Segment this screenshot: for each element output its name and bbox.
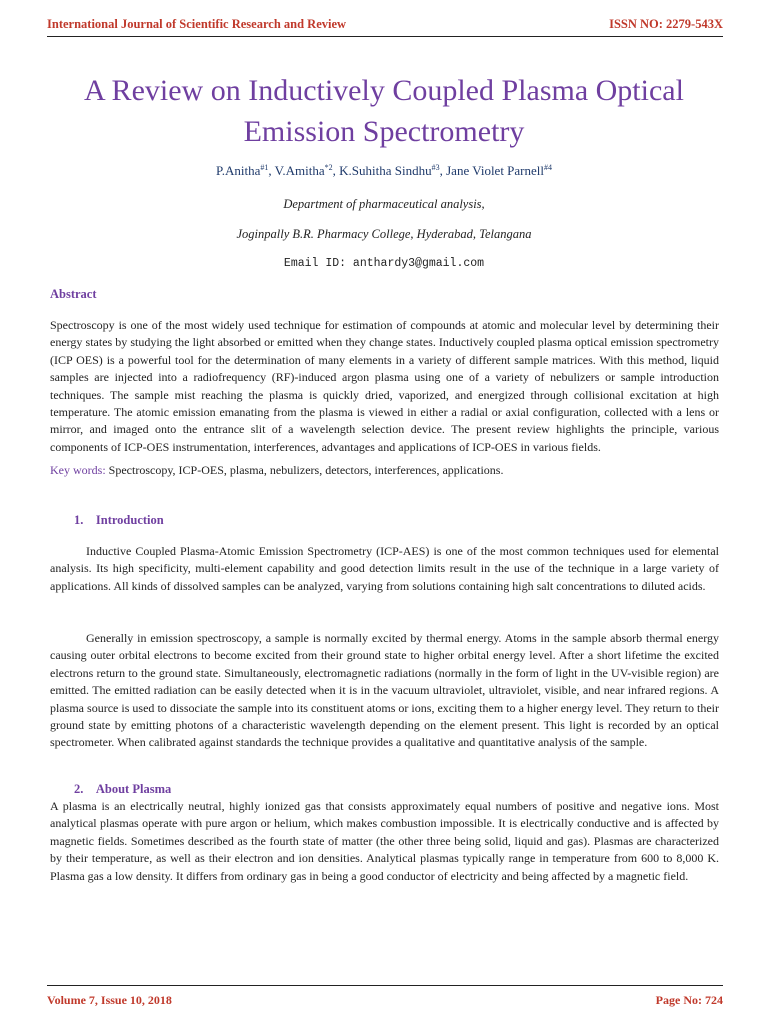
keywords-line xyxy=(50,463,730,478)
paper-title: A Review on Inductively Coupled Plasma Optical Emission Spectrometry xyxy=(84,74,684,148)
about-plasma-paragraph: A plasma is an electrically neutral, highly ionized gas that consists approximately equal numbers of positive and negative ions. Most analytical plasmas operate with pure argon or helium, which makes combustion impossible. It is electrically conductive and is affected by magnetic fields. Sometimes described as the fourth state of matter (the other three being solid, liquid and gas). Plasmas are characterized by their temperature, as well as their electron and ion densities. Analytical plasmas typically range in temperature from 600 to 8,000 K. Plasma gas a low density. It differs from ordinary gas in being a good conductor of electricity and being affected by a magnetic field. xyxy=(50,799,719,883)
page-footer xyxy=(47,991,723,1009)
keywords-text: Spectroscopy, ICP-OES, plasma, nebulizers, detectors, interferences, applications. xyxy=(108,463,504,477)
author-name: V.Amitha xyxy=(274,163,325,178)
author-name: K.Suhitha Sindhu xyxy=(339,163,432,178)
section-heading-about-plasma xyxy=(74,782,171,797)
introduction-paragraph-2: Generally in emission spectroscopy, a sample is normally excited by thermal energy. Atoms in the sample absorb thermal energy causing outer orbital electrons to become excited from their ground state to higher orbital energy level. After a short lifetime the excited electrons return to the ground state. Simultaneously, electromagnetic radiations (normally in the form of light in the UV-visible region) are emitted. The emitted radiation can be easily detected when it is in the vacuum ultraviolet, ultraviolet, visible, and near infrared regions. A plasma source is used to dissociate the sample into its constituent atoms or ions, exciting them to a higher energy level. They return to their ground state by emitting photons of a characteristic wavelength depending on the element present. This light is recorded by an optical spectrometer. When calibrated against standards the technique provides a qualitative and quantitative analysis of the sample. xyxy=(50,631,719,750)
college-affiliation: Joginpally B.R. Pharmacy College, Hyderabad, Telangana xyxy=(236,227,532,241)
volume-issue: Volume 7, Issue 10, 2018 xyxy=(47,992,172,1007)
section-title: Introduction xyxy=(95,513,164,527)
header-divider xyxy=(47,36,723,37)
introduction-paragraph-1: Inductive Coupled Plasma-Atomic Emission Spectrometry (ICP-AES) is one of the most common techniques used for elemental analysis. Its high specificity, multi-element capability and good detection limits result in the use of the technique in a large variety of applications. All kinds of dissolved samples can be analyzed, varying from solutions containing high salt concentrations to diluted acids. xyxy=(50,544,719,593)
author-list: P.Anitha$^{\#1}$, V.Amitha$^{*2}$, K.Suhitha Sindhu$^{\#3}$, Jane Violet Parnell$^{\#4}$ xyxy=(215,163,553,178)
issn-number: ISSN NO: 2279-543X xyxy=(609,16,723,31)
footer-divider xyxy=(47,985,723,986)
abstract-text: Spectroscopy is one of the most widely used technique for estimation of compounds at atomic and molecular level by determining their energy states by studying the light absorbed or emitted when they change states. Inductively coupled plasma optical emission spectrometry (ICP OES) is a powerful tool for the determination of many elements in a variety of different sample matrices. With this method, liquid samples are injected into a radiofrequency (RF)-induced argon plasma using one of a variety of nebulizers or sample introduction techniques. The sample mist reaching the plasma is quickly dried, vaporized, and energized through collisional excitation at high temperature. The atomic emission emanating from the plasma is viewed in either a radial or axial configuration, collected with a lens or mirror, and imaged onto the entrance slit of a wavelength selection device. The present review highlights the principle, various components of ICP-OES instrumentation, interferences, advantages and applications of ICP-OES in various fields. xyxy=(50,318,719,454)
section-number: 1. xyxy=(74,513,84,527)
department-affiliation: Department of pharmaceutical analysis, xyxy=(283,197,485,211)
section-number: 2. xyxy=(74,782,84,796)
keywords-label: Key words: xyxy=(50,463,106,477)
journal-name: International Journal of Scientific Research and Review xyxy=(47,16,347,31)
author-mark: #3 xyxy=(431,163,440,172)
page-number: Page No: 724 xyxy=(655,992,723,1007)
section-heading-introduction xyxy=(74,513,164,528)
section-title: About Plasma xyxy=(95,782,172,796)
abstract-heading: Abstract xyxy=(50,287,97,301)
author-name: Jane Violet Parnell xyxy=(446,163,545,178)
contact-email: Email ID: anthardy3@gmail.com xyxy=(283,257,485,270)
journal-header xyxy=(47,15,723,33)
author-mark: *2 xyxy=(324,163,333,172)
author-name: P.Anitha xyxy=(215,163,261,178)
author-mark: #1 xyxy=(260,163,269,172)
author-mark: #4 xyxy=(544,163,553,172)
